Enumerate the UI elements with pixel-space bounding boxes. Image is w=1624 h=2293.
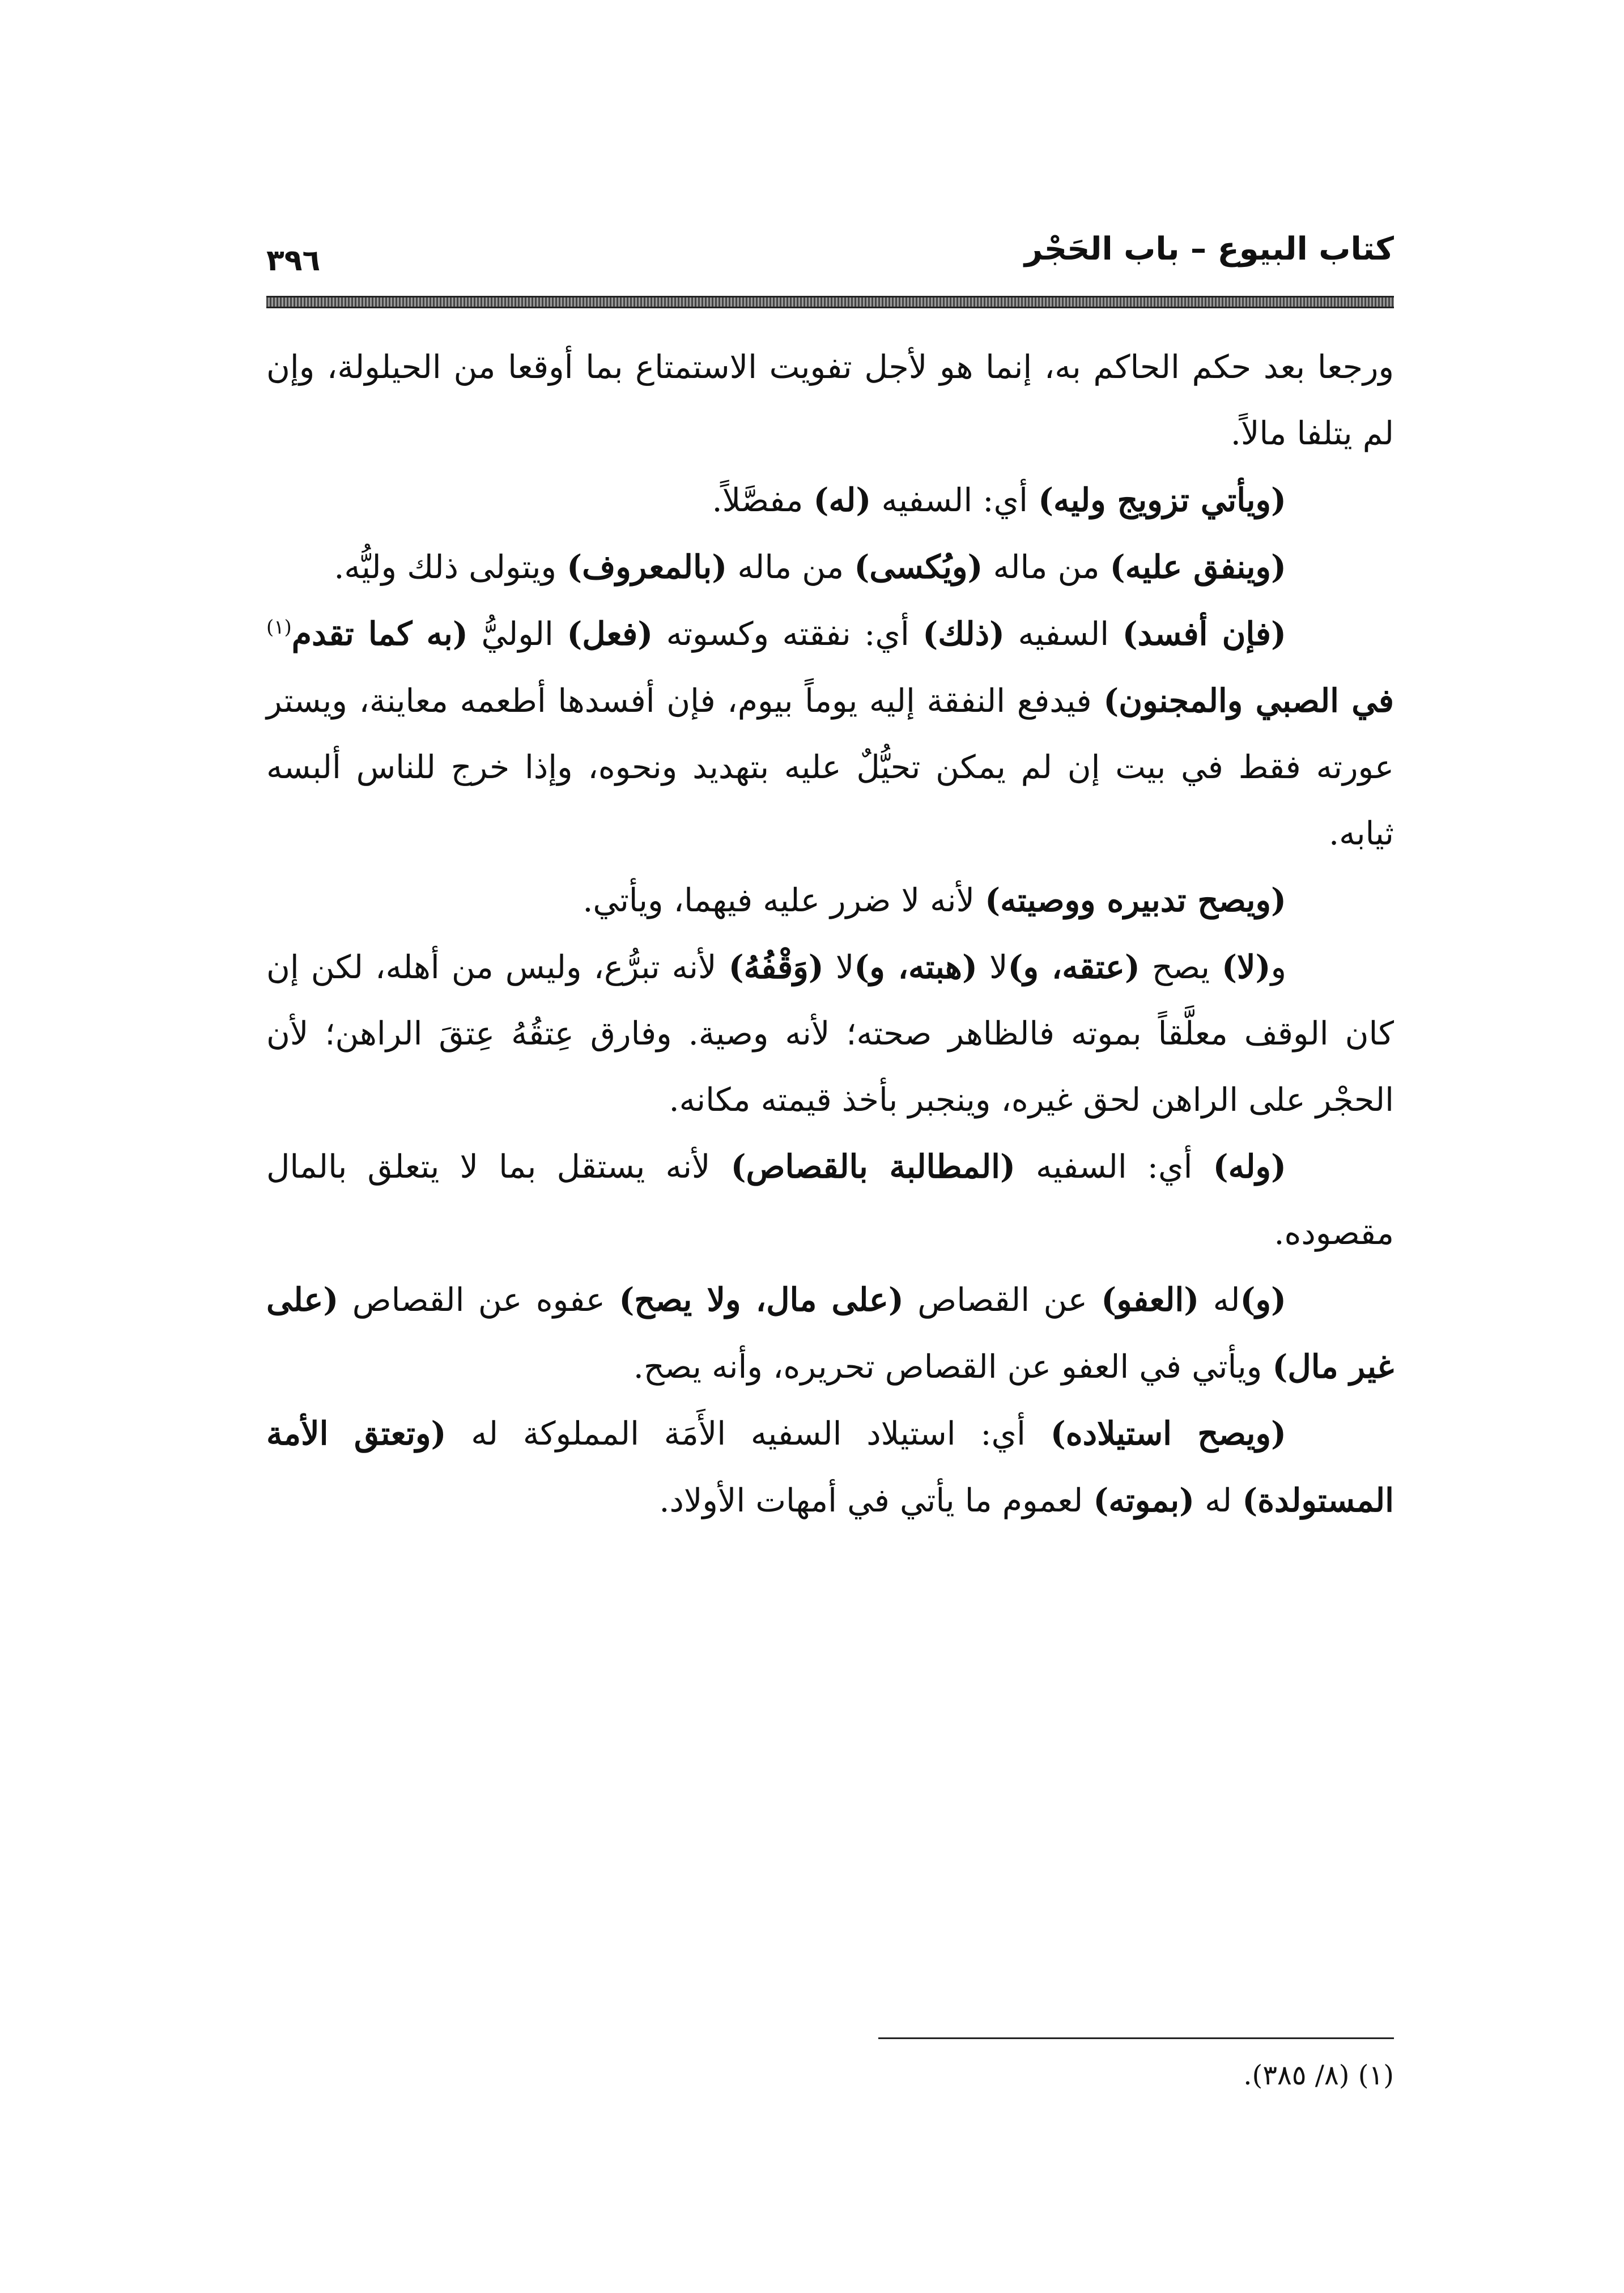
matn-text: (ويُكسى) (854, 548, 983, 586)
paragraph (266, 1267, 1394, 1400)
sharh-text: لا (977, 949, 1008, 986)
paragraph (266, 1133, 1394, 1267)
footnote-divider (878, 2037, 1394, 2039)
matn-text: (ويأتي تزويج وليه) (1038, 481, 1286, 519)
sharh-text: السفيه (1005, 615, 1123, 653)
matn-text: (وَقْفُهُ) (728, 948, 824, 986)
matn-text: (لا) (1222, 948, 1271, 986)
header-divider (266, 296, 1394, 308)
matn-text: (وله) (1213, 1148, 1286, 1186)
paragraph (266, 601, 1394, 867)
matn-text: (ويصح تدبيره ووصيته) (985, 881, 1286, 919)
matn-text: (ذلك) (922, 615, 1005, 653)
sharh-text: له (1199, 1281, 1240, 1319)
matn-text: (هبته، و) (854, 948, 977, 986)
sharh-text: لأنه يستقل بما لا يتعلق بالمال مقصوده. (266, 1148, 1394, 1252)
matn-text: في الصبي والمجنون) (1103, 682, 1394, 720)
matn-text: (و) (1240, 1281, 1287, 1319)
sharh-text: لأنه لا ضرر عليه فيهما، ويأتي. (583, 882, 985, 919)
sharh-text: ويتولى ذلك وليُّه. (334, 549, 567, 586)
paragraph (266, 467, 1394, 534)
sharh-text: عن القصاص (903, 1281, 1102, 1319)
matn-text: (بالمعروف) (567, 548, 728, 586)
sharh-text: لعموم ما يأتي في أمهات الأولاد. (659, 1482, 1094, 1519)
sharh-text: من ماله (983, 549, 1110, 586)
sharh-text: عفوه عن القصاص (338, 1281, 619, 1319)
sharh-text: أي: استيلاد السفيه الأَمَة المملوكة له (446, 1415, 1051, 1453)
matn-text: (على مال، ولا يصح) (619, 1281, 904, 1319)
running-title: كتاب البيوع – باب الحَجْر (1024, 231, 1394, 267)
sharh-text: أي: السفيه (1015, 1148, 1213, 1186)
sharh-text: لأنه تبرُّع، وليس من أهله، لكن إن كان الوقف معلَّقاً بموته فالظاهر صحته؛ لأنه وصية. وفارق عِتقُهُ عِتقَ الراهن؛ لأن الحجْر على الراهن لحق غيره، وينجبر بأخذ قيمته مكانه. (266, 949, 1394, 1119)
sharh-text: أي: نفقته وكسوته (653, 615, 923, 653)
sharh-text: أي: السفيه (871, 482, 1039, 519)
matn-text: (فإن أفسد) (1122, 615, 1287, 653)
sharh-text: يصح (1140, 949, 1222, 986)
paragraph (266, 334, 1394, 467)
sharh-text: مفصَّلاً. (712, 482, 814, 519)
paragraph (266, 867, 1394, 934)
footnote: (١) (٨/ ٣٨٥). (1243, 2060, 1394, 2091)
matn-text: (عتقه، و) (1007, 948, 1140, 986)
matn-text: (المطالبة بالقصاص) (730, 1148, 1015, 1186)
sharh-text: فيدفع النفقة إليه يوماً بيوم، فإن أفسدها أطعمه معاينة، ويستر عورته فقط في بيت إن لم يمكن تحيُّلٌ عليه بتهديد ونحوه، وإذا خرج للناس ألبسه ثيابه. (266, 682, 1394, 852)
matn-text: (ويصح استيلاده) (1050, 1415, 1286, 1453)
sharh-text: ويأتي في العفو عن القصاص تحريره، وأنه يصح. (633, 1348, 1273, 1386)
matn-text: (له) (813, 481, 871, 519)
matn-text: (فعل) (567, 615, 653, 653)
page-number: ٣٩٦ (266, 244, 321, 278)
sharh-text: و (1270, 949, 1286, 986)
matn-text: (وينفق عليه) (1109, 548, 1286, 586)
footnote-marker: (١) (266, 616, 292, 639)
page-header (266, 227, 1394, 300)
matn-text: (به كما تقدم (291, 615, 468, 653)
matn-text: (على غير مال) (266, 1281, 1394, 1386)
sharh-text: ورجعا بعد حكم الحاكم به، إنما هو لأجل تفويت الاستمتاع بما أوقعا من الحيلولة، وإن لم يتلفا مالاً. (266, 349, 1394, 452)
sharh-text: لا (823, 949, 854, 986)
sharh-text: من ماله (727, 549, 854, 586)
sharh-text: له (1194, 1482, 1243, 1519)
matn-text: (بموته) (1093, 1481, 1195, 1519)
paragraph (266, 934, 1394, 1133)
matn-text: (العفو) (1101, 1281, 1200, 1319)
paragraph (266, 534, 1394, 601)
paragraph (266, 1400, 1394, 1534)
main-text (266, 334, 1394, 1534)
sharh-text: الوليُّ (467, 615, 567, 653)
matn-text: (وتعتق الأمة المستولدة) (266, 1415, 1394, 1519)
